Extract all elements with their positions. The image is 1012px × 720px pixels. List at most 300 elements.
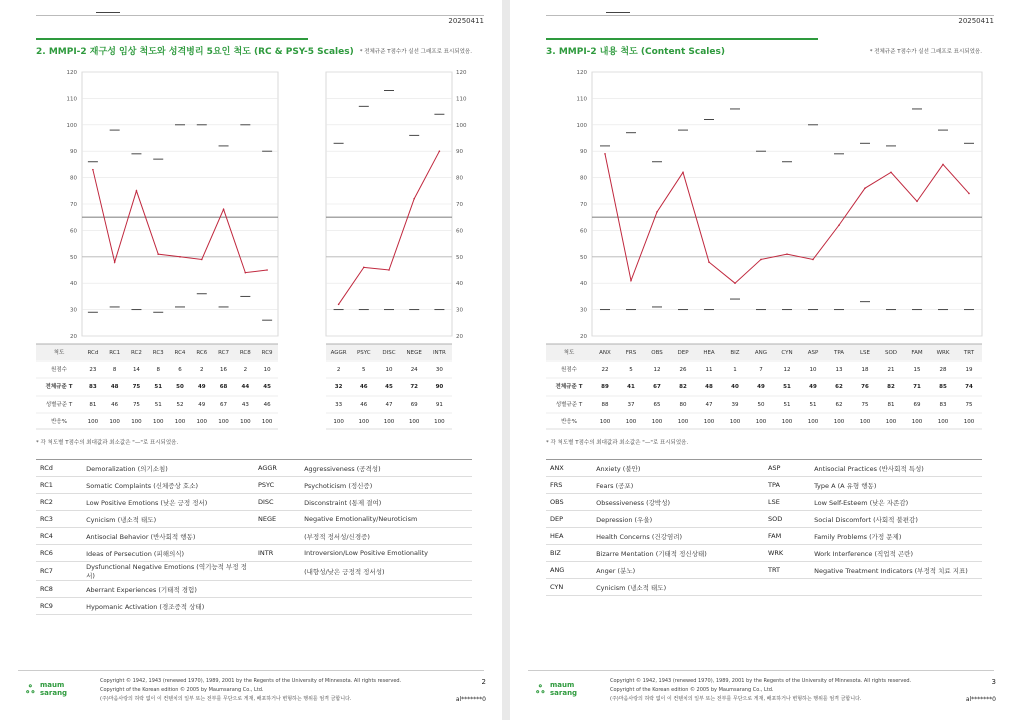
scale-name: RC8 xyxy=(239,350,251,356)
t-score-point xyxy=(136,190,138,192)
t-score-point xyxy=(656,211,658,213)
table-value: 100 xyxy=(87,419,99,425)
table-value: 49 xyxy=(197,384,206,390)
scale-abbreviation xyxy=(254,581,300,598)
table-value: 100 xyxy=(434,419,445,425)
t-score-point xyxy=(942,164,944,166)
table-value: 49 xyxy=(198,402,206,408)
scale-abbreviation: ANX xyxy=(546,460,592,477)
y-tick-label: 110 xyxy=(456,96,467,103)
logo-text-bottom: sarang xyxy=(550,688,578,697)
table-value: 83 xyxy=(939,402,947,408)
row-label: 반응% xyxy=(561,419,577,425)
scale-full-name: Bizarre Mentation (기태적 정신상태) xyxy=(592,545,764,562)
scale-abbreviation: ASP xyxy=(764,460,810,477)
page-number: 3 xyxy=(991,678,996,686)
scale-full-name: Introversion/Low Positive Emotionality xyxy=(300,545,472,562)
table-value: 28 xyxy=(939,367,947,373)
scale-abbreviation: BIZ xyxy=(546,545,592,562)
row-label: 원점수 xyxy=(51,367,67,373)
t-score-point xyxy=(223,208,225,210)
y-tick-label: 60 xyxy=(580,228,587,235)
description-row xyxy=(546,528,982,545)
scale-full-name: Fears (공포) xyxy=(592,477,764,494)
logo-text-bottom: sarang xyxy=(40,688,68,697)
scale-full-name: Anger (분노) xyxy=(592,562,764,579)
table-value: 100 xyxy=(703,419,715,425)
t-score-point xyxy=(864,187,866,189)
description-row xyxy=(36,581,472,598)
y-tick-label: 120 xyxy=(66,70,77,76)
t-score-point xyxy=(179,256,181,258)
table-value: 90 xyxy=(435,384,444,390)
t-score-point xyxy=(734,282,736,284)
table-value: 12 xyxy=(783,367,791,373)
scale-full-name: (부정적 정서성/신경증) xyxy=(300,528,472,545)
t-score-point xyxy=(114,261,116,263)
description-row xyxy=(36,562,472,581)
t-score-point xyxy=(630,280,632,282)
y-tick-label: 80 xyxy=(456,175,463,182)
scale-full-name: Anxiety (불안) xyxy=(592,460,764,477)
scale-abbreviation: RC1 xyxy=(36,477,82,494)
scale-abbreviation: RC8 xyxy=(36,581,82,598)
scale-abbreviation: TRT xyxy=(764,562,810,579)
table-value: 10 xyxy=(263,367,271,373)
client-code: al*******0 xyxy=(455,696,486,703)
row-label: 전체규준 T xyxy=(555,384,583,390)
scale-abbreviation: FRS xyxy=(546,477,592,494)
table-value: 50 xyxy=(176,384,184,390)
t-score-point xyxy=(245,272,247,274)
table-value: 51 xyxy=(783,384,791,390)
table-value: 5 xyxy=(629,367,633,373)
scale-full-name: Psychoticism (정신증) xyxy=(300,477,472,494)
scale-name: LSE xyxy=(859,350,871,356)
t-score-point xyxy=(968,193,970,195)
scale-full-name: Low Self-Esteem (낮은 자존감) xyxy=(810,494,982,511)
row-label: 반응% xyxy=(51,419,67,425)
marker-note: * 각 척도별 T점수의 최대값과 최소값은 "—"로 표시되었음. xyxy=(36,440,179,446)
table-value: 75 xyxy=(132,402,140,408)
table-value: 49 xyxy=(757,384,765,390)
table-value: 51 xyxy=(154,402,162,408)
table-value: 14 xyxy=(132,367,140,373)
scale-name: INTR xyxy=(432,350,446,356)
scale-name: PSYC xyxy=(356,350,371,356)
scale-full-name: Aggressiveness (공격성) xyxy=(300,460,472,477)
scale-name: TRT xyxy=(963,350,975,356)
scale-name: RC7 xyxy=(218,350,230,356)
y-tick-label: 100 xyxy=(576,122,587,129)
table-value: 71 xyxy=(913,384,921,390)
table-header-label: 척도 xyxy=(53,350,65,356)
table-value: 83 xyxy=(89,384,97,390)
table-value: 100 xyxy=(807,419,819,425)
table-value: 48 xyxy=(705,384,713,390)
scale-abbreviation: INTR xyxy=(254,545,300,562)
table-value: 45 xyxy=(263,384,271,390)
description-row xyxy=(36,477,472,494)
table-value: 40 xyxy=(731,384,739,390)
page-number: 2 xyxy=(481,678,486,686)
table-value: 100 xyxy=(196,419,208,425)
table-value: 46 xyxy=(359,384,368,390)
table-value: 67 xyxy=(220,402,228,408)
scale-description-table xyxy=(546,459,982,596)
y-tick-label: 30 xyxy=(456,307,463,314)
table-value: 100 xyxy=(240,419,251,425)
scale-full-name xyxy=(300,598,472,615)
y-tick-label: 50 xyxy=(456,254,463,261)
scale-full-name: Antisocial Behavior (반사회적 행동) xyxy=(82,528,254,545)
copyright-line: (주)마음사랑의 허락 없이 이 컨텐치의 일부 또는 전부를 무단으로 게재, 배포하거나 변형하는 행위를 엄격 금합니다. xyxy=(100,696,352,702)
marker-note: * 각 척도별 T점수의 최대값과 최소값은 "—"로 표시되었음. xyxy=(546,440,689,446)
row-label: 전체규준 T xyxy=(45,384,73,390)
scale-abbreviation: AGGR xyxy=(254,460,300,477)
scale-abbreviation: SOD xyxy=(764,511,810,528)
table-value: 51 xyxy=(154,384,163,390)
table-value: 47 xyxy=(385,402,393,408)
t-score-point xyxy=(92,169,94,171)
copyright-line: Copyright of the Korean edition © 2005 by Maumsarang Co., Ltd. xyxy=(100,687,264,693)
table-value: 100 xyxy=(937,419,949,425)
t-score-point xyxy=(682,172,684,174)
y-tick-label: 50 xyxy=(70,254,77,261)
table-value: 100 xyxy=(885,419,897,425)
scale-abbreviation: RC6 xyxy=(36,545,82,562)
table-value: 32 xyxy=(334,384,343,390)
y-tick-label: 20 xyxy=(456,334,463,340)
scale-name: ANG xyxy=(754,350,768,356)
table-value: 2 xyxy=(243,367,248,373)
table-value: 100 xyxy=(729,419,741,425)
chart-note: * 전체규준 T점수가 실선 그래프로 표시되었음. xyxy=(359,49,472,55)
scale-name: HEA xyxy=(703,350,715,356)
scale-name: FAM xyxy=(911,350,923,356)
table-value: 100 xyxy=(408,419,420,425)
scale-name: RC4 xyxy=(174,350,186,356)
scale-full-name: Family Problems (가정 문제) xyxy=(810,528,982,545)
table-value: 43 xyxy=(241,402,249,408)
scale-full-name: Health Concerns (건강염려) xyxy=(592,528,764,545)
scale-abbreviation: FAM xyxy=(764,528,810,545)
table-value: 68 xyxy=(219,384,228,390)
scale-name: RCd xyxy=(87,350,99,356)
table-value: 18 xyxy=(861,367,869,373)
description-row xyxy=(36,511,472,528)
scale-full-name: Social Discomfort (사회적 불편감) xyxy=(810,511,982,528)
table-value: 39 xyxy=(731,402,739,408)
rc-psy5-chart xyxy=(0,0,502,440)
row-label: 성별규준 T xyxy=(45,402,73,408)
table-value: 76 xyxy=(861,384,869,390)
footer-rule xyxy=(18,670,484,671)
table-value: 2 xyxy=(200,367,204,373)
scale-name: DISC xyxy=(382,350,396,356)
table-value: 52 xyxy=(176,402,184,408)
copyright-line: (주)마음사랑의 허락 없이 이 컨텐치의 일부 또는 전부를 무단으로 게재, 배포하거나 변형하는 행위를 엄격 금합니다. xyxy=(610,696,862,702)
scale-full-name xyxy=(810,579,982,596)
table-value: 8 xyxy=(112,367,117,373)
table-value: 24 xyxy=(410,367,418,373)
table-value: 100 xyxy=(174,419,186,425)
y-tick-label: 30 xyxy=(580,307,587,314)
table-value: 41 xyxy=(627,384,635,390)
table-value: 75 xyxy=(132,384,141,390)
copyright-text xyxy=(100,677,401,704)
table-value: 69 xyxy=(913,402,921,408)
table-value: 48 xyxy=(110,384,119,390)
table-value: 13 xyxy=(835,367,843,373)
description-row xyxy=(546,494,982,511)
scale-full-name: (내향성/낮은 긍정적 정서성) xyxy=(300,562,472,581)
y-tick-label: 120 xyxy=(576,70,587,76)
scale-full-name: Ideas of Persecution (피해의식) xyxy=(82,545,254,562)
scale-abbreviation xyxy=(254,598,300,615)
scale-full-name: Disconstraint (통제 결여) xyxy=(300,494,472,511)
y-tick-label: 120 xyxy=(456,70,467,76)
scale-name: RC3 xyxy=(152,350,164,356)
table-value: 47 xyxy=(705,402,713,408)
scale-full-name: Negative Treatment Indicators (부정적 치료 지표) xyxy=(810,562,982,579)
table-value: 46 xyxy=(360,402,368,408)
table-value: 88 xyxy=(601,402,609,408)
t-score-point xyxy=(338,304,340,306)
table-value: 100 xyxy=(383,419,395,425)
table-value: 6 xyxy=(178,367,182,373)
t-score-point xyxy=(916,201,918,203)
footer-rule xyxy=(528,670,994,671)
table-value: 7 xyxy=(759,367,763,373)
description-row xyxy=(546,545,982,562)
logo-icon: ஃ xyxy=(26,683,35,696)
table-value: 1 xyxy=(733,367,737,373)
y-tick-label: 90 xyxy=(70,149,77,156)
table-value: 37 xyxy=(627,402,635,408)
table-value: 50 xyxy=(757,402,765,408)
scale-abbreviation: ANG xyxy=(546,562,592,579)
scale-abbreviation: OBS xyxy=(546,494,592,511)
table-value: 100 xyxy=(755,419,767,425)
copyright-line: Copyright of the Korean edition © 2005 by Maumsarang Co., Ltd. xyxy=(610,687,774,693)
table-value: 46 xyxy=(263,402,271,408)
scale-full-name: Somatic Complaints (신체증상 호소) xyxy=(82,477,254,494)
description-row xyxy=(546,511,982,528)
scale-full-name: Negative Emotionality/Neuroticism xyxy=(300,511,472,528)
table-value: 100 xyxy=(333,419,344,425)
table-value: 89 xyxy=(601,384,609,390)
table-value: 91 xyxy=(435,402,443,408)
table-value: 100 xyxy=(625,419,637,425)
table-value: 81 xyxy=(887,402,895,408)
table-value: 23 xyxy=(89,367,97,373)
scale-name: AGGR xyxy=(330,350,347,356)
table-value: 100 xyxy=(599,419,611,425)
scale-abbreviation: RC7 xyxy=(36,562,82,581)
t-score-point xyxy=(604,153,606,155)
y-tick-label: 20 xyxy=(580,334,587,340)
chart-note: * 전체규준 T점수가 실선 그래프로 표시되었음. xyxy=(869,49,982,55)
t-score-point xyxy=(786,253,788,255)
t-score-point xyxy=(388,269,390,271)
scale-full-name: Cynicism (냉소적 태도) xyxy=(82,511,254,528)
scale-name: DEP xyxy=(677,350,689,356)
table-value: 81 xyxy=(89,402,97,408)
report-page-3 xyxy=(510,0,1012,720)
t-score-point xyxy=(201,259,203,261)
scale-name: ASP xyxy=(807,350,819,356)
scale-full-name: Work Interference (직업적 곤란) xyxy=(810,545,982,562)
maumsarang-logo xyxy=(536,682,596,698)
t-score-line xyxy=(339,151,440,304)
description-row xyxy=(36,598,472,615)
t-score-point xyxy=(890,172,892,174)
scale-full-name: Low Positive Emotions (낮은 긍정 정서) xyxy=(82,494,254,511)
table-value: 51 xyxy=(783,402,791,408)
table-value: 100 xyxy=(911,419,923,425)
table-value: 82 xyxy=(887,384,895,390)
y-tick-label: 60 xyxy=(456,228,463,235)
y-tick-label: 40 xyxy=(70,281,77,288)
table-value: 30 xyxy=(435,367,443,373)
table-value: 33 xyxy=(335,402,343,408)
table-value: 100 xyxy=(358,419,370,425)
table-value: 10 xyxy=(385,367,393,373)
scale-full-name: Antisocial Practices (반사회적 특성) xyxy=(810,460,982,477)
scale-abbreviation: NEGE xyxy=(254,511,300,528)
y-tick-label: 70 xyxy=(580,202,587,208)
table-value: 100 xyxy=(218,419,229,425)
scale-description-table xyxy=(36,459,472,615)
y-tick-label: 40 xyxy=(580,281,587,288)
y-tick-label: 30 xyxy=(70,307,77,314)
table-value: 15 xyxy=(913,367,921,373)
scale-abbreviation: RCd xyxy=(36,460,82,477)
table-value: 62 xyxy=(835,384,843,390)
table-value: 85 xyxy=(939,384,947,390)
scale-name: RC6 xyxy=(196,350,208,356)
t-score-point xyxy=(413,198,415,200)
y-tick-label: 80 xyxy=(580,175,587,182)
scale-name: NEGE xyxy=(406,350,422,356)
scale-name: SOD xyxy=(884,350,898,356)
scale-full-name: Depression (우울) xyxy=(592,511,764,528)
table-value: 100 xyxy=(859,419,871,425)
copyright-line: Copyright © 1942, 1943 (renewed 1970), 1989, 2001 by the Regents of the University of Minnesota. All rights reserved. xyxy=(100,678,402,684)
scale-full-name: Type A (A 유형 행동) xyxy=(810,477,982,494)
logo-icon: ஃ xyxy=(536,683,545,696)
logo-text-top: maum xyxy=(550,681,575,689)
table-value: 21 xyxy=(887,367,895,373)
table-value: 100 xyxy=(152,419,164,425)
table-value: 72 xyxy=(410,384,419,390)
table-value: 100 xyxy=(677,419,689,425)
scale-full-name: Dysfunctional Negative Emotions (역기능적 부정 정서) xyxy=(82,562,254,581)
scale-full-name: Hypomanic Activation (경조증적 상태) xyxy=(82,598,254,615)
scale-abbreviation: LSE xyxy=(764,494,810,511)
scale-abbreviation: CYN xyxy=(546,579,592,596)
scale-full-name xyxy=(300,581,472,598)
t-score-point xyxy=(363,267,365,269)
y-tick-label: 20 xyxy=(70,334,77,340)
description-row xyxy=(36,545,472,562)
table-value: 8 xyxy=(156,367,160,373)
report-date: 20250411 xyxy=(448,17,484,25)
table-value: 12 xyxy=(653,367,661,373)
t-score-point xyxy=(266,269,268,271)
table-value: 100 xyxy=(651,419,663,425)
table-value: 82 xyxy=(679,384,687,390)
scale-full-name: Aberrant Experiences (기태적 경험) xyxy=(82,581,254,598)
description-row xyxy=(546,477,982,494)
table-value: 19 xyxy=(965,367,973,373)
description-row xyxy=(546,579,982,596)
table-value: 51 xyxy=(809,402,817,408)
logo-text-top: maum xyxy=(40,681,65,689)
scale-abbreviation: WRK xyxy=(764,545,810,562)
scale-abbreviation: RC2 xyxy=(36,494,82,511)
y-tick-label: 50 xyxy=(580,254,587,261)
content-scales-chart xyxy=(510,0,1012,440)
scale-abbreviation: RC3 xyxy=(36,511,82,528)
section-title: 2. MMPI-2 재구성 임상 척도와 성격병리 5요인 척도 (RC & PSY-5 Scales) xyxy=(36,47,354,57)
table-value: 80 xyxy=(679,402,687,408)
t-score-line xyxy=(605,154,969,283)
table-value: 74 xyxy=(965,384,973,390)
scale-name: TPA xyxy=(833,350,845,356)
scale-abbreviation: RC9 xyxy=(36,598,82,615)
table-value: 100 xyxy=(109,419,120,425)
t-score-point xyxy=(760,259,762,261)
y-tick-label: 90 xyxy=(456,149,463,156)
y-tick-label: 70 xyxy=(70,202,77,208)
table-value: 26 xyxy=(679,367,687,373)
description-row xyxy=(546,562,982,579)
scale-full-name: Obsessiveness (강박성) xyxy=(592,494,764,511)
table-value: 45 xyxy=(385,384,393,390)
copyright-line: Copyright © 1942, 1943 (renewed 1970), 1989, 2001 by the Regents of the University of Minnesota. All rights reserved. xyxy=(610,678,912,684)
maumsarang-logo xyxy=(26,682,86,698)
table-value: 5 xyxy=(362,367,366,373)
scale-name: CYN xyxy=(781,350,793,356)
table-value: 46 xyxy=(111,402,119,408)
table-value: 100 xyxy=(833,419,845,425)
table-value: 75 xyxy=(965,402,973,408)
t-score-point xyxy=(838,224,840,226)
y-tick-label: 110 xyxy=(66,96,77,103)
table-value: 16 xyxy=(220,367,228,373)
table-value: 100 xyxy=(261,419,273,425)
table-value: 2 xyxy=(336,367,341,373)
table-value: 11 xyxy=(705,367,713,373)
scale-abbreviation xyxy=(254,562,300,581)
table-value: 10 xyxy=(809,367,817,373)
row-label: 원점수 xyxy=(561,367,577,373)
y-tick-label: 60 xyxy=(70,228,77,235)
copyright-text xyxy=(610,677,911,704)
scale-abbreviation: DISC xyxy=(254,494,300,511)
scale-abbreviation: TPA xyxy=(764,477,810,494)
scale-name: OBS xyxy=(651,350,663,356)
t-score-point xyxy=(812,259,814,261)
table-value: 65 xyxy=(653,402,661,408)
scale-full-name: Demoralization (의기소침) xyxy=(82,460,254,477)
section-title: 3. MMPI-2 내용 척도 (Content Scales) xyxy=(546,47,725,57)
scale-name: FRS xyxy=(625,350,637,356)
description-row xyxy=(546,460,982,477)
y-tick-label: 70 xyxy=(456,202,463,208)
